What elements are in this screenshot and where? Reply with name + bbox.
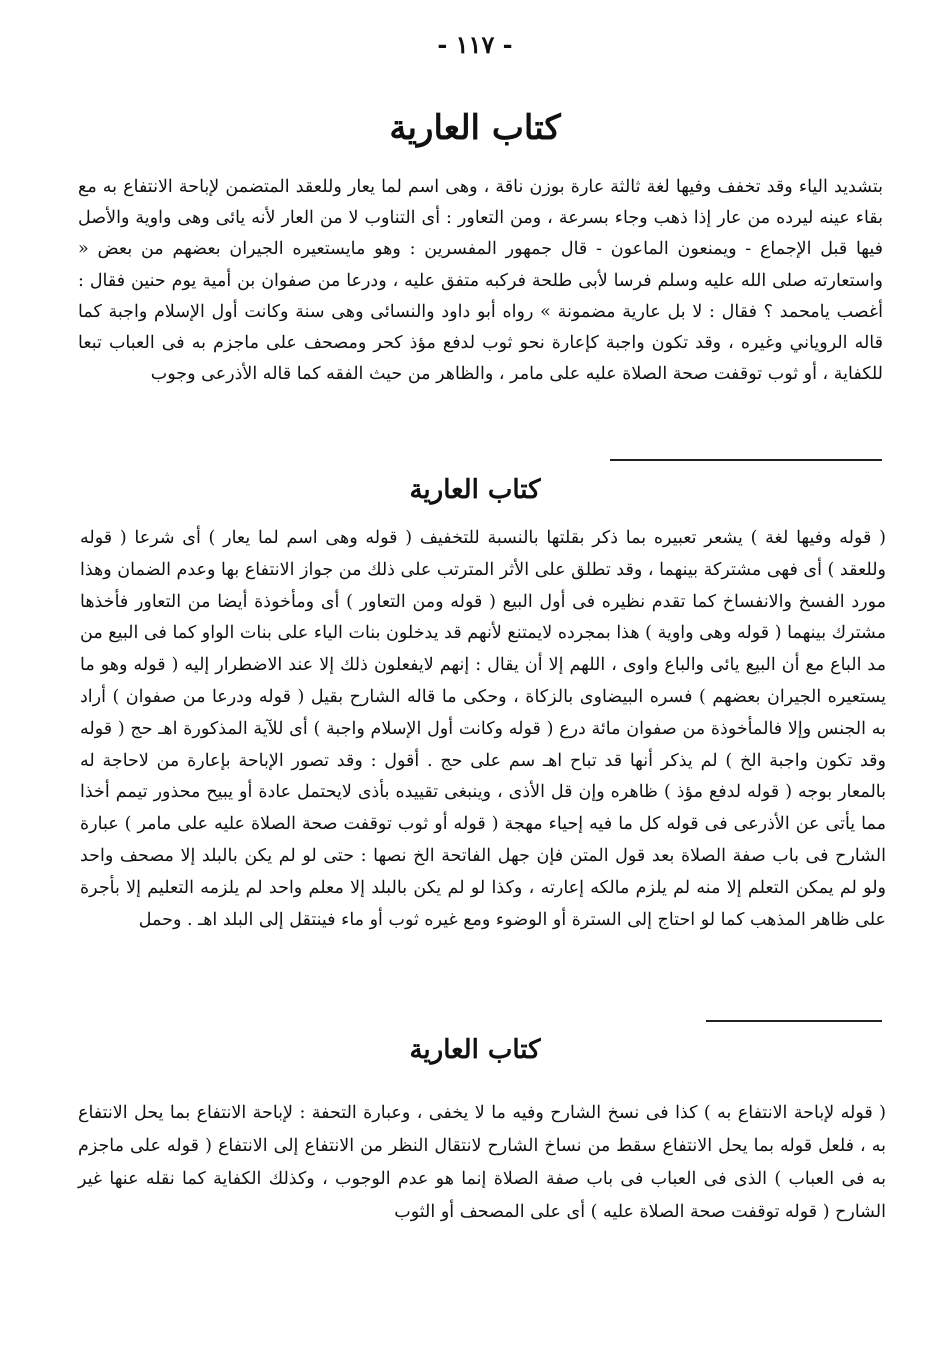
matn-section	[78, 172, 883, 390]
commentary-1-title: كتاب العارية	[409, 475, 541, 505]
section-divider	[610, 459, 882, 461]
page-number: - ١١٧ -	[437, 30, 513, 59]
commentary-2-section	[78, 1097, 886, 1229]
commentary-2-paragraph: ( قوله لإباحة الانتفاع به ) كذا فى نسخ الشارح وفيه ما لا يخفى ، وعبارة التحفة : لإباحة الانتفاع بما يحل الانتفاع به ، فلعل قوله بما يحل الانتفاع سقط من نساخ الشارح لانتقال النظر من الانتفاع إلى الانتفاع ( قوله على ماجزم به فى العباب ) الذى فى العباب فى باب صفة الصلاة إنما هو عدم الوجوب ، وكذلك الكفاية كما نقله عنها غير الشارح ( قوله توقفت صحة الصلاة عليه ) أى على المصحف أو الثوب	[78, 1103, 886, 1222]
commentary-1-section	[80, 523, 886, 936]
section-divider	[706, 1020, 882, 1022]
commentary-1-paragraph: ( قوله وفيها لغة ) يشعر تعبيره بما ذكر بقلتها بالنسبة للتخفيف ( قوله وهى اسم لما يعار ) أى شرعا ( قوله وللعقد ) أى فهى مشتركة بينهما ، وقد تطلق على الأثر المترتب على ذلك من جواز الانتفاع بها وعدم الضمان وهذا مورد الفسخ والانفساخ كما تقدم نظيره فى أول البيع ( قوله ومن التعاور ) أى ومأخوذة أيضا من التعاور فأخذها مشترك بينهما ( قوله وهى واوية ) هذا بمجرده لايمتنع لأنهم قد يدخلون بنات الياء على بنات الواو كما فى البيع من مد الباع مع أن البيع يائى والباع واوى ، اللهم إلا أن يقال : إنهم لايفعلون ذلك إلا عند الاضطرار إليه ( قوله وهو ما يستعيره الجيران بعضهم ) فسره البيضاوى بالزكاة ، وحكى ما قاله الشارح بقيل ( قوله ودرعا من صفوان ) أراد به الجنس وإلا فالمأخوذة من صفوان مائة درع ( قوله وكانت أول الإسلام واجبة ) أى للآية المذكورة اهـ حج ( قوله وقد تكون واجبة الخ ) لم يذكر أنها قد تباح اهـ سم على حج . أقول : وقد تصور الإباحة بإعارة من لاحاجة له بالمعار بوجه ( قوله لدفع مؤذ ) ظاهره وإن قل الأذى ، وينبغى تقييده بأذى لايحتمل عادة أو يبيح محذور تيمم أخذا مما يأتى عن الأذرعى فى قوله كل ما فيه إحياء مهجة ( قوله أو ثوب توقفت صحة الصلاة عليه على مامر ) عبارة الشارح فى باب صفة الصلاة بعد قول المتن فإن جهل الفاتحة الخ نصها : حتى لو لم يكن بالبلد إلا مصحف واحد ولو لم يمكن التعلم إلا منه لم يلزم مالكه إعارته ، وكذا لو لم يكن بالبلد إلا معلم واحد لم يلزمه التعليم إلا بأجرة على ظاهر المذهب كما لو احتاج إلى السترة أو الوضوء ومع غيره ثوب أو ماء فينتقل إلى البلد اهـ . وحمل	[80, 528, 886, 930]
commentary-2-title: كتاب العارية	[409, 1035, 541, 1065]
main-title: كتاب العارية	[389, 108, 561, 148]
matn-paragraph: بتشديد الياء وقد تخفف وفيها لغة ثالثة عارة بوزن ناقة ، وهى اسم لما يعار وللعقد المتضمن لإباحة الانتفاع به مع بقاء عينه ليرده من عار إذا ذهب وجاء بسرعة ، ومن التعاور : أى التناوب لا من العار لأنه يائى وهى واوية والأصل فيها قبل الإجماع - ويمنعون الماعون - قال جمهور المفسرين : وهو مايستعيره الجيران بعضهم من بعض « واستعارته صلى الله عليه وسلم فرسا لأبى طلحة فركبه متفق عليه ، ودرعا من صفوان بن أمية يوم حنين فقال : أغصب يامحمد ؟ فقال : لا بل عارية مضمونة » رواه أبو داود والنسائى وهى سنة وكانت أول الإسلام واجبة كما قاله الروياني وغيره ، وقد تكون واجبة كإعارة نحو ثوب لدفع مؤذ كحر ومصحف على ماجزم به فى العباب تبعا للكفاية ، أو ثوب توقفت صحة الصلاة عليه على مامر ، والظاهر من حيث الفقه كما قاله الأذرعى وجوب	[78, 177, 883, 385]
